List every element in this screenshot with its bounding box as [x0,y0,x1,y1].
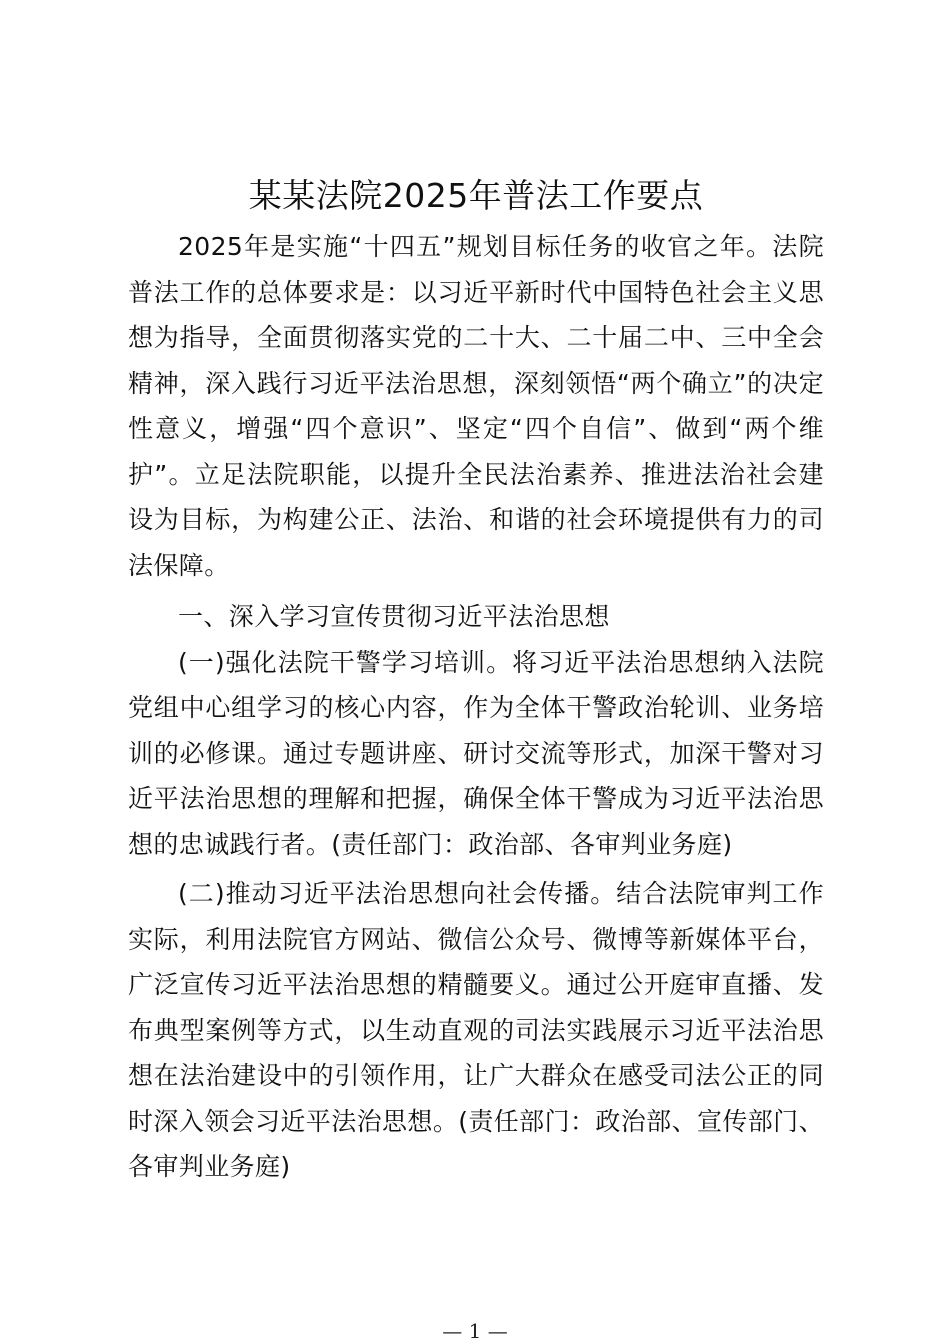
intro-paragraph: 2025年是实施“十四五”规划目标任务的收官之年。法院普法工作的总体要求是：以习近平新时代中国特色社会主义思想为指导，全面贯彻落实党的二十大、二十届二中、三中全会精神，深入践行习近平法治思想，深刻领悟“两个确立”的决定性意义，增强“四个意识”、坚定“四个自信”、做到“两个维护”。立足法院职能，以提升全民法治素养、推进法治社会建设为目标，为构建公正、法治、和谐的社会环境提供有力的司法保障。 [128,232,824,580]
section-heading: 一、深入学习宣传贯彻习近平法治思想 [178,602,610,631]
document-title: 某某法院2025年普法工作要点 [248,176,704,215]
page-number: — 1 — [442,1319,508,1343]
document-body [128,170,824,1190]
item-paragraph-2: (二)推动习近平法治思想向社会传播。结合法院审判工作实际，利用法院官方网站、微信公众号、微博等新媒体平台，广泛宣传习近平法治思想的精髓要义。通过公开庭审直播、发布典型案例等方式，以生动直观的司法实践展示习近平法治思想在法治建设中的引领作用，让广大群众在感受司法公正的同时深入领会习近平法治思想。(责任部门：政治部、宣传部门、各审判业务庭) [128,879,824,1181]
item-paragraph-1: (一)强化法院干警学习培训。将习近平法治思想纳入法院党组中心组学习的核心内容，作为全体干警政治轮训、业务培训的必修课。通过专题讲座、研讨交流等形式，加深干警对习近平法治思想的理解和把握，确保全体干警成为习近平法治思想的忠诚践行者。(责任部门：政治部、各审判业务庭) [128,647,824,859]
